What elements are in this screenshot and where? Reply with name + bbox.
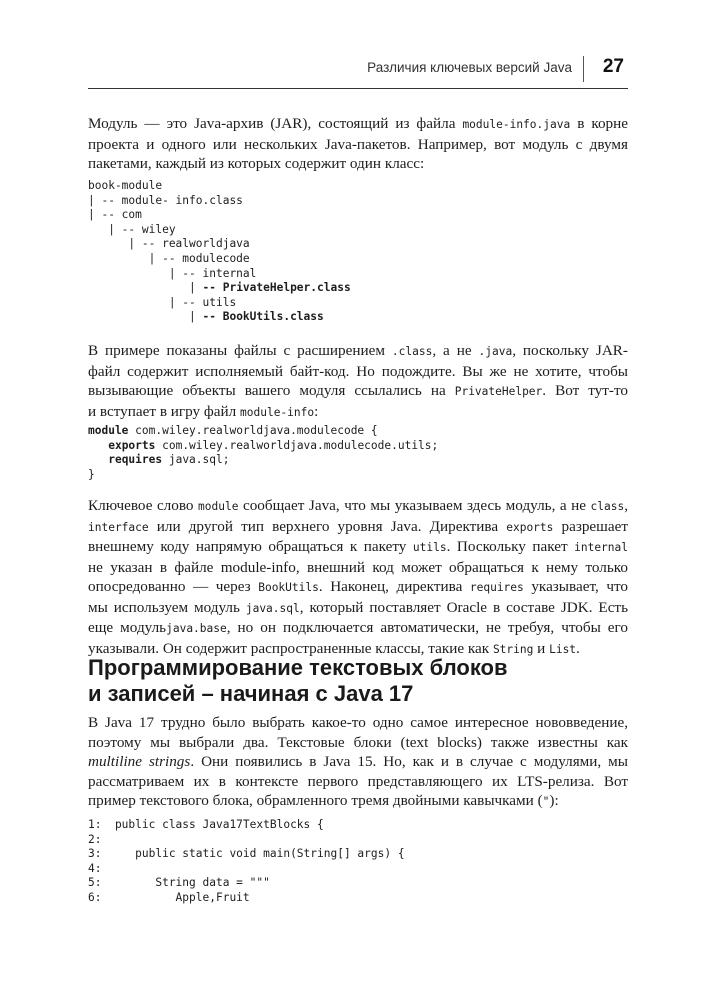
text-line: Ключевое слово module сообщает Java, что мы указываем здесь модуль, а не class, <box>88 497 628 514</box>
section-heading <box>88 655 628 707</box>
text-line: внешнему коду напрямую обращаться к пакету utils. Поскольку пакет internal <box>88 538 628 555</box>
text-line: пакетами, каждый из которых содержит один класс: <box>88 155 425 172</box>
text-line: файл содержит исполняемый байт-код. Но подождите. Вы же не хотите, чтобы <box>88 362 628 380</box>
code-block-module-info: module com.wiley.realworldjava.modulecode { exports com.wiley.realworldjava.modulecode.utils; requires java.sql; } <box>88 424 439 481</box>
paragraph-text-blocks <box>88 713 628 812</box>
text-line: Модуль — это Java-архив (JAR), состоящий из файла module-info.java в корне <box>88 115 628 132</box>
text-line: interface или другой тип верхнего уровня Java. Директива exports разрешает <box>88 517 628 535</box>
text-line: multiline strings. Они появились в Java 15. Но, как и в случае с модулями, мы <box>88 753 628 770</box>
code-block-module-tree: book-module | -- module- info.class | -- com | -- wiley | -- realworldjava | -- modulecode | -- internal | -- PrivateHelper.class | -- utils | -- BookUtils.class <box>88 179 351 324</box>
text-line: не указан в файле module-info, внешний код может обращаться к нему только <box>88 558 628 576</box>
header-separator <box>583 56 584 82</box>
text-line: поэтому мы выбрали два. Текстовые блоки (text blocks) также известны как <box>88 733 628 751</box>
text-line: проекта и одного или нескольких Java-пакетов. Например, вот модуль с двумя <box>88 135 628 153</box>
running-header <box>88 56 628 84</box>
text-line: мы используем модуль java.sql, который поставляет Oracle в составе JDK. Есть <box>88 598 628 616</box>
text-line: еще модульjava.base, но он подключается автоматически, не требуя, чтобы его <box>88 619 628 636</box>
header-rule <box>88 88 628 89</box>
text-line: вызывающие объекты вашего модуля ссылались на PrivateHelper. Вот тут-то <box>88 382 628 399</box>
paragraph-directives <box>88 496 628 659</box>
section-heading-line: и записей – начиная с Java 17 <box>88 681 414 706</box>
page-number: 27 <box>602 56 624 77</box>
text-line: опосредованно — через BookUtils. Наконец, директива requires указывает, что <box>88 578 628 595</box>
paragraph-module-explanation <box>88 341 628 422</box>
paragraph-module-intro <box>88 114 628 174</box>
running-header-title: Различия ключевых версий Java <box>367 60 572 75</box>
text-line: указывали. Он содержит распространенные классы, такие как String и List. <box>88 639 580 657</box>
text-line: рассматриваем их в контексте первого представляющего их LTS-релиза. Вот <box>88 772 628 790</box>
section-heading-line: Программирование текстовых блоков <box>88 655 508 680</box>
text-line: и вступает в игру файл module-info: <box>88 402 319 420</box>
code-block-text-blocks: 1: public class Java17TextBlocks { 2: 3: public static void main(String[] args) { 4: 5: String data = """ 6: Apple,Fruit <box>88 818 405 904</box>
text-line: В примере показаны файлы с расширением .class, а не .java, поскольку JAR- <box>88 342 628 359</box>
text-line: пример текстового блока, обрамленного тремя двойными кавычками ("): <box>88 792 559 809</box>
text-line: В Java 17 трудно было выбрать какое-то одно самое интересное нововведение, <box>88 714 628 731</box>
